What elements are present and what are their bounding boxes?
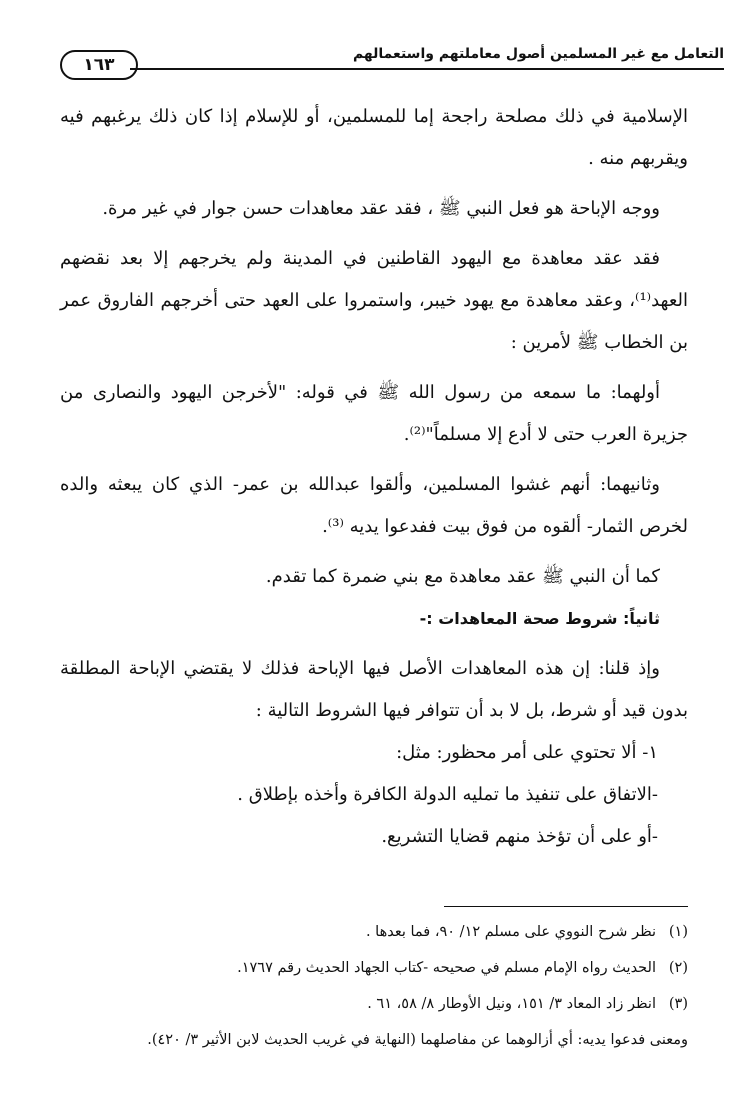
condition-example-a: -الاتفاق على تنفيذ ما تمليه الدولة الكافرة وأخذه بإطلاق .	[237, 784, 658, 805]
footnote-3-note	[60, 1022, 688, 1058]
footnote-3	[60, 986, 688, 1022]
footnote-text: الحديث رواه الإمام مسلم في صحيحه -كتاب الجهاد الحديث رقم ١٧٦٧.	[237, 960, 656, 976]
section-heading: ثانياً: شروط صحة المعاهدات :-	[419, 609, 660, 628]
paragraph-second-reason: وثانيهما: أنهم غشوا المسلمين، وألقوا عبدالله بن عمر- الذي كان يبعثه والده لخرص الثمار- ألقوه من فوق بيت ففدعوا يديه ⁽³⁾.	[60, 474, 688, 537]
header-rule	[130, 68, 724, 70]
footnote-rule	[444, 906, 688, 907]
body-text	[60, 96, 688, 858]
paragraph-permission-reason: ووجه الإباحة هو فعل النبي ﷺ ، فقد عقد معاهدات حسن جوار في غير مرة.	[102, 198, 660, 219]
paragraph-continuation: الإسلامية في ذلك مصلحة راجحة إما للمسلمين، أو للإسلام إذا كان ذلك يرغبهم فيه ويقربهم منه .	[60, 106, 688, 169]
footnote-2	[60, 950, 688, 986]
paragraph-bani-damra: كما أن النبي ﷺ عقد معاهدة مع بني ضمرة كما تقدم.	[265, 566, 660, 587]
paragraph-first-reason: أولهما: ما سمعه من رسول الله ﷺ في قوله: "لأخرجن اليهود والنصارى من جزيرة العرب حتى لا أدع إلا مسلماً"⁽²⁾.	[60, 382, 688, 445]
page-header	[60, 44, 724, 94]
page-number: ١٦٣	[60, 50, 138, 80]
paragraph-conditions-intro: وإذ قلنا: إن هذه المعاهدات الأصل فيها الإباحة فذلك لا يقتضي الإباحة المطلقة بدون قيد أو شرط، بل لا بد أن تتوافر فيها الشروط التالية :	[60, 658, 688, 721]
paragraph-medina-treaty: فقد عقد معاهدة مع اليهود القاطنين في المدينة ولم يخرجهم إلا بعد نقضهم العهد⁽¹⁾، وعقد معاهدة مع يهود خيبر، واستمروا على العهد حتى أخرجهم الفاروق عمر بن الخطاب ﷺ لأمرين :	[60, 248, 688, 353]
footnote-marker: (١)	[668, 924, 688, 940]
condition-example-b: -أو على أن تؤخذ منهم قضايا التشريع.	[381, 826, 658, 847]
footnote-text: ومعنى فدعوا يديه: أي أزالوهما عن مفاصلهما (النهاية في غريب الحديث لابن الأثير ٣/ ٤٢٠).	[147, 1032, 688, 1048]
footnote-text: نظر شرح النووي على مسلم ١٢/ ٩٠، فما بعدها .	[365, 924, 656, 940]
running-title: التعامل مع غير المسلمين أصول معاملتهم واستعمالهم	[352, 46, 724, 62]
footnote-marker: (٣)	[668, 996, 688, 1012]
footnotes	[60, 914, 688, 1058]
footnote-1	[60, 914, 688, 950]
condition-item-1: ١- ألا تحتوي على أمر محظور: مثل:	[396, 742, 658, 763]
footnote-marker: (٢)	[668, 960, 688, 976]
footnote-text: انظر زاد المعاد ٣/ ١٥١، ونيل الأوطار ٨/ ٥٨، ٦١ .	[367, 996, 656, 1012]
